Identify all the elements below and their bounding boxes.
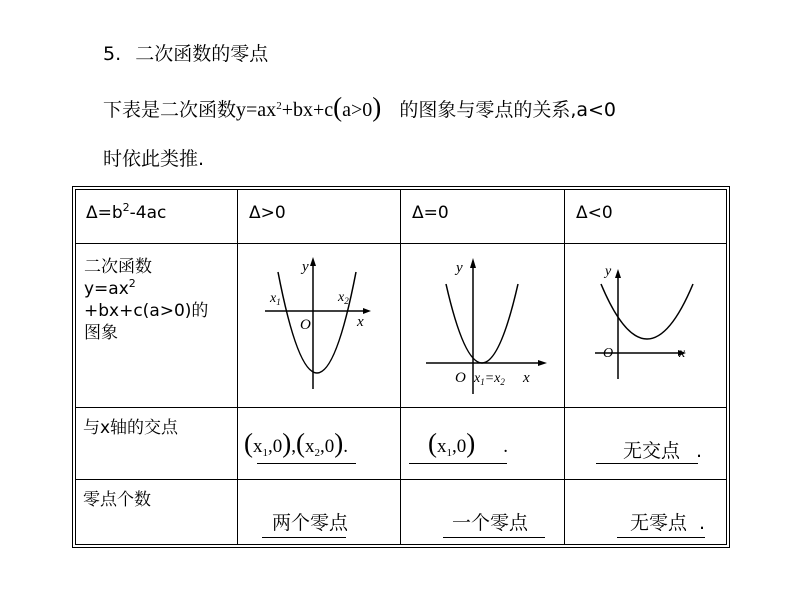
parabola xyxy=(446,284,518,363)
section-title: 二次函数的零点 xyxy=(135,43,269,65)
intro-prefix: 下表是二次函数 xyxy=(103,99,237,121)
y-label: y xyxy=(456,260,463,276)
zeros-answer-one: 一个零点 xyxy=(452,512,529,534)
intro-suffix: 的图象与零点的关系,a<0 xyxy=(399,99,617,121)
intersect-answer-two: $(x_1,0),(x_2,0)$. xyxy=(244,428,348,459)
x-axis-arrow xyxy=(538,360,547,366)
graph-no-roots xyxy=(565,244,726,407)
intersect-answer-none: 无交点 . xyxy=(623,440,703,462)
section-number: 5. xyxy=(103,43,122,65)
intersect-row-label: 与x轴的交点 xyxy=(83,418,179,438)
zeros-answer-two: 两个零点 xyxy=(272,512,349,534)
graph-row-label: 二次函数 $y=ax^2$ +bx+c(a>0)的 图象 xyxy=(84,257,209,343)
y-axis-arrow xyxy=(310,257,316,266)
intro-formula: $y=ax^2+bx+c(a>0)$ xyxy=(236,92,382,122)
header-delta-positive: Δ>0 xyxy=(249,203,286,223)
intersect-answer-one: $(x_1,0)$ . xyxy=(428,428,508,459)
y-axis-arrow xyxy=(470,258,476,268)
answer-underline xyxy=(409,463,507,464)
root-x1-label: $x_1$ xyxy=(270,291,281,307)
parabola xyxy=(278,272,356,373)
double-root-label: $x_1=x_2$ xyxy=(474,371,505,387)
origin-label: O xyxy=(455,370,466,386)
zeros-answer-none: 无零点 . xyxy=(630,512,706,534)
intro-line-1 xyxy=(103,92,617,122)
answer-underline xyxy=(257,463,356,464)
x-axis-arrow xyxy=(363,308,371,314)
zeros-row-label: 零点个数 xyxy=(83,490,151,510)
x-label: x xyxy=(679,346,686,361)
root-x2-label: $x_2$ xyxy=(338,290,349,306)
origin-label: O xyxy=(300,317,311,333)
answer-underline xyxy=(443,537,545,538)
parabola xyxy=(601,284,693,339)
intro-line-2: 时依此类推. xyxy=(103,148,205,170)
answer-underline xyxy=(262,537,346,538)
answer-underline xyxy=(596,463,698,464)
y-label: y xyxy=(605,264,612,279)
header-discriminant: $\Delta=b^2-4ac$ xyxy=(86,201,167,223)
header-delta-zero: Δ=0 xyxy=(412,203,449,223)
y-axis-arrow xyxy=(615,269,621,278)
section-heading xyxy=(103,43,268,65)
y-label: y xyxy=(302,259,309,275)
graph-two-roots xyxy=(238,244,400,407)
origin-label: O xyxy=(603,346,614,361)
graph-one-root xyxy=(401,244,564,407)
answer-underline xyxy=(617,537,705,538)
header-delta-negative: Δ<0 xyxy=(576,203,613,223)
x-label: x xyxy=(357,314,364,330)
x-label: x xyxy=(523,370,530,386)
